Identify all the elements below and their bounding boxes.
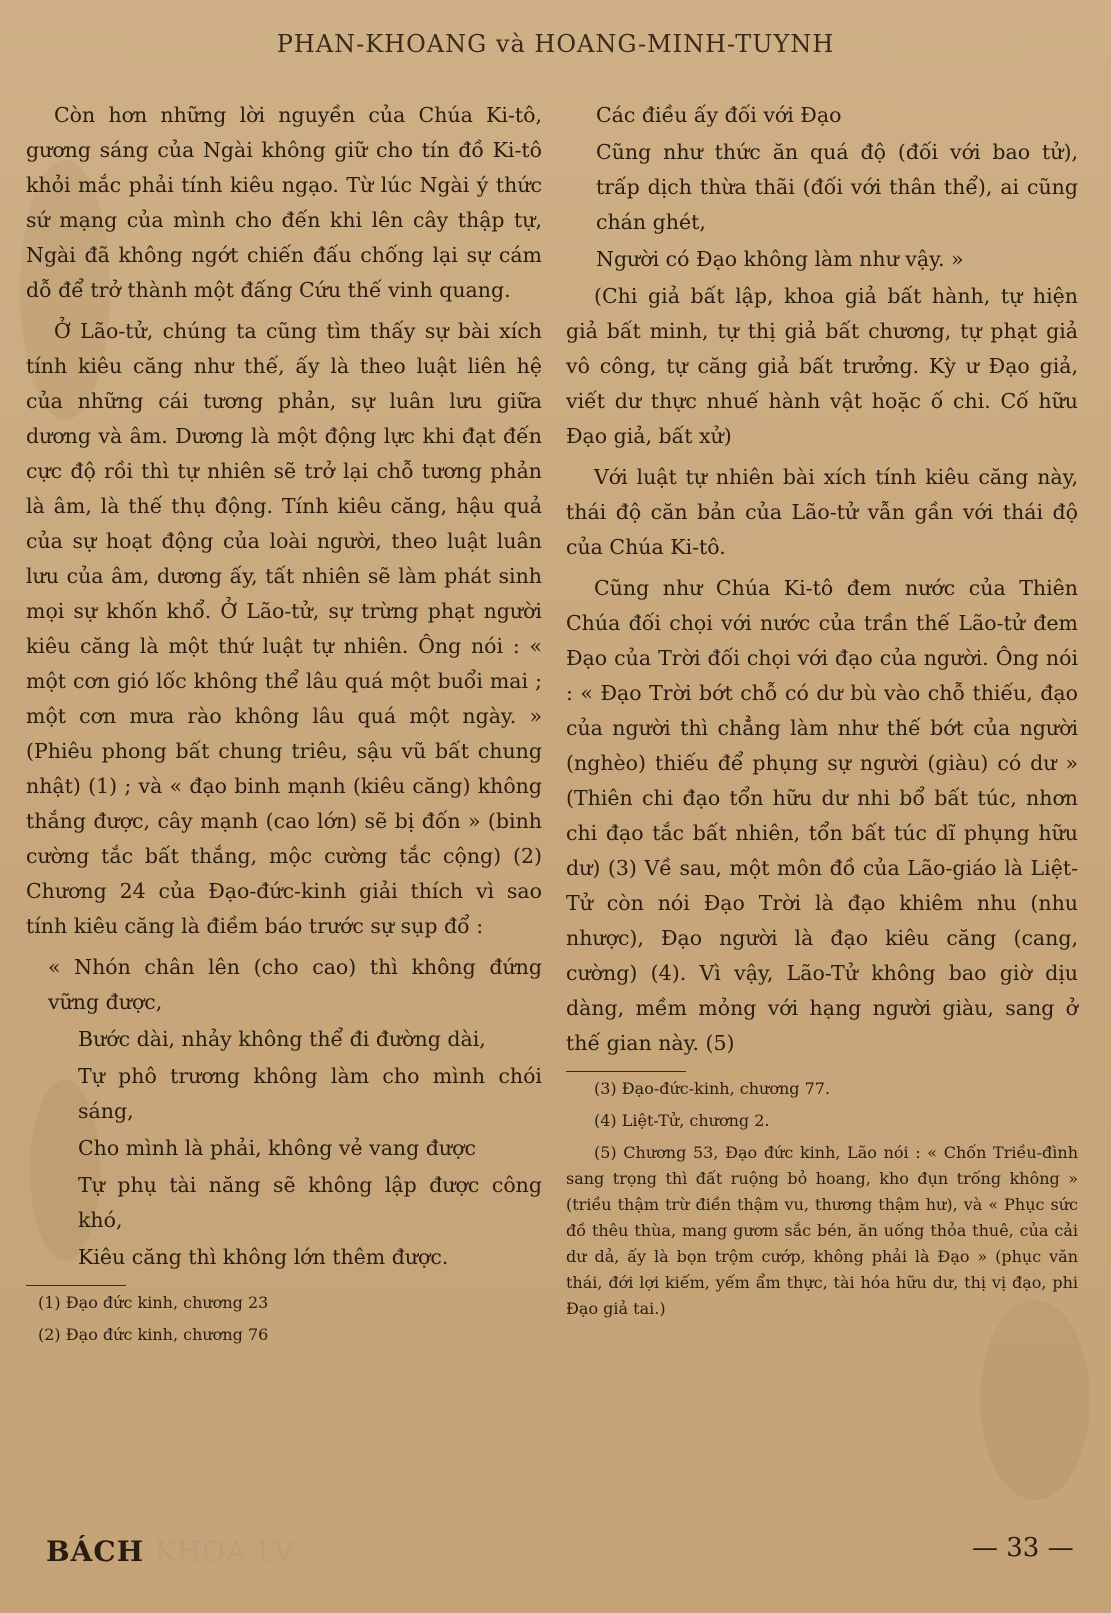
verse-line: Tự phô trương không làm cho mình chói sáng, bbox=[78, 1064, 542, 1123]
paragraph: Còn hơn những lời nguyền của Chúa Ki-tô, gương sáng của Ngài không giữ cho tín đồ Ki-tô khỏi mắc phải tính kiêu ngạo. Từ lúc Ngài ý thức sứ mạng của mình cho đến khi lên cây thập tự, Ngài đã không ngớt chiến đấu chống lại sự cám dỗ để trở thành một đấng Cứu thế vinh quang. bbox=[26, 103, 542, 302]
magazine-footer bbox=[46, 1535, 295, 1568]
running-head: PHAN-KHOANG và HOANG-MINH-TUYNH bbox=[276, 30, 835, 58]
verse-line: Các điều ấy đối với Đạo bbox=[596, 103, 842, 127]
footnote: (4) Liệt-Tử, chương 2. bbox=[594, 1111, 770, 1130]
paragraph: Cũng như Chúa Ki-tô đem nước của Thiên Chúa đối chọi với nước của trần thế Lão-tử đem Đạo của Trời đối chọi với đạo của người. Ông nói : « Đạo Trời bớt chỗ có dư bù vào chỗ thiếu, đạo của người thì chẳng làm như thế bớt của người (nghèo) thiếu để phụng sự người (giàu) có dư » (Thiên chi đạo tổn hữu dư nhi bổ bất túc, nhơn chi đạo tắc bất nhiên, tổn bất túc dĩ phụng hữu dư) (3) Về sau, một môn đồ của Lão-giáo là Liệt-Tử còn nói Đạo Trời là đạo khiêm nhu (nhu nhược), Đạo người là đạo kiêu căng (cang, cường) (4). Vì vậy, Lão-Tử không bao giờ dịu dàng, mềm mỏng với hạng người giàu, sang ở thế gian này. (5) bbox=[566, 576, 1078, 1055]
verse-line: Cho mình là phải, không vẻ vang được bbox=[78, 1136, 476, 1160]
footnote-divider bbox=[26, 1285, 126, 1286]
verse-line: Người có Đạo không làm như vậy. » bbox=[596, 247, 964, 271]
footnote: (3) Đạo-đức-kinh, chương 77. bbox=[594, 1079, 831, 1098]
magazine-issue: KHOA LV bbox=[154, 1535, 295, 1568]
footnote-divider bbox=[566, 1071, 686, 1072]
magazine-name: BÁCH bbox=[46, 1535, 145, 1568]
page-number: — 33 — bbox=[972, 1533, 1074, 1563]
left-column bbox=[26, 98, 542, 1354]
paragraph: (Chi giả bất lập, khoa giả bất hành, tự hiện giả bất minh, tự thị giả bất chương, tự phạt giả vô công, tự căng giả bất trưởng. Kỳ ư Đạo giả, viết dư thực nhuế hành vật hoặc ố chi. Cố hữu Đạo giả, bất xử) bbox=[566, 284, 1078, 448]
verse-line: Bước dài, nhảy không thể đi đường dài, bbox=[78, 1027, 486, 1051]
verse-line: Kiêu căng thì không lớn thêm được. bbox=[78, 1245, 449, 1269]
verse-line: « Nhón chân lên (cho cao) thì không đứng vững được, bbox=[48, 955, 542, 1014]
paragraph: Ở Lão-tử, chúng ta cũng tìm thấy sự bài xích tính kiêu căng như thế, ấy là theo luật liên hệ của những cái tương phản, sự luân lưu giữa dương và âm. Dương là một động lực khi đạt đến cực độ rồi thì tự nhiên sẽ trở lại chỗ tương phản là âm, là thế thụ động. Tính kiêu căng, hậu quả của sự hoạt động của loài người, theo luật luân lưu của âm, dương ấy, tất nhiên sẽ làm phát sinh mọi sự khốn khổ. Ở Lão-tử, sự trừng phạt người kiêu căng là một thứ luật tự nhiên. Ông nói : « một cơn gió lốc không thể lâu quá một buổi mai ; một cơn mưa rào không lâu quá một ngày. » (Phiêu phong bất chung triêu, sậu vũ bất chung nhật) (1) ; và « đạo binh mạnh (kiêu căng) không thắng được, cây mạnh (cao lớn) sẽ bị đốn » (binh cường tắc bất thắng, mộc cường tắc cộng) (2) Chương 24 của Đạo-đức-kinh giải thích vì sao tính kiêu căng là điềm báo trước sự sụp đổ : bbox=[26, 319, 542, 938]
verse-line: Tự phụ tài năng sẽ không lập được công khó, bbox=[78, 1173, 542, 1232]
paper-stain bbox=[980, 1300, 1090, 1500]
right-column bbox=[566, 98, 1078, 1328]
verse-line: Cũng như thức ăn quá độ (đối với bao tử), trấp dịch thừa thãi (đối với thân thể), ai cũng chán ghét, bbox=[596, 140, 1078, 234]
paragraph: Với luật tự nhiên bài xích tính kiêu căng này, thái độ căn bản của Lão-tử vẫn gần với thái độ của Chúa Ki-tô. bbox=[566, 465, 1078, 559]
footnote: (5) Chương 53, Đạo đức kinh, Lão nói : « Chốn Triều-đình sang trọng thì đất ruộng bỏ hoang, kho đụn trống không » (triều thậm trừ điền thậm vu, thương thậm hư), và « Phục sức đồ thêu thùa, mang gươm sắc bén, ăn uống thỏa thuê, của cải dư dả, ấy là bọn trộm cướp, không phải là Đạo » (phục văn thái, đới lợi kiếm, yếm ẩm thực, tài hóa hữu dư, thị vị đạo, phi Đạo giả tai.) bbox=[566, 1143, 1078, 1318]
footnote: (1) Đạo đức kinh, chương 23 bbox=[38, 1293, 269, 1312]
footnote: (2) Đạo đức kinh, chương 76 bbox=[38, 1325, 269, 1344]
